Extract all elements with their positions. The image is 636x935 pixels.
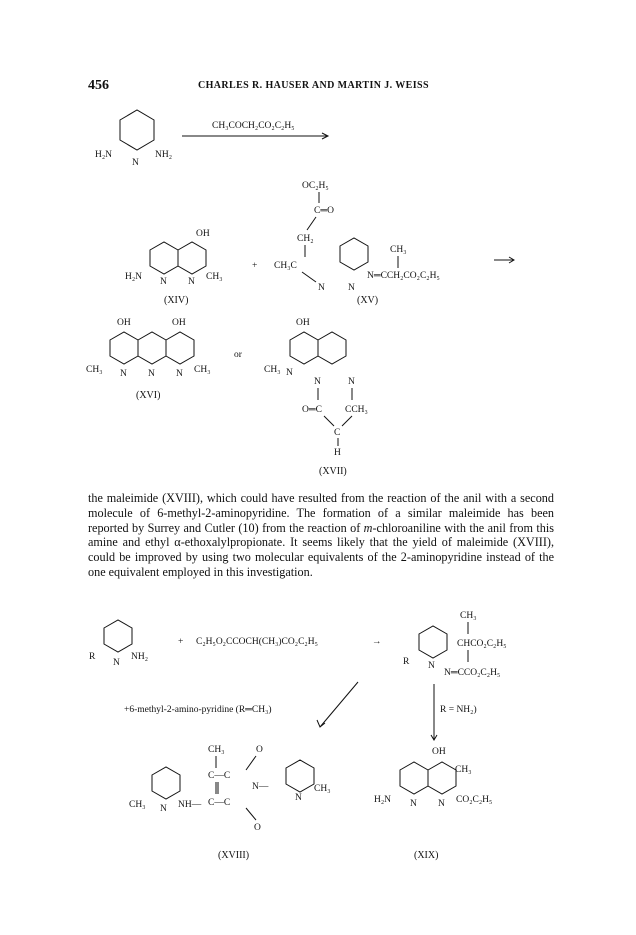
xviii-o-top-label: O (256, 745, 263, 755)
xv-ch3-label: CH₃ (390, 245, 407, 255)
xiv-ch3-label: CH₃ (206, 272, 223, 282)
xiv-oh-label: OH (196, 229, 210, 239)
xvii-cch3-label: CCH₃ (345, 405, 368, 415)
reactant-nh2-label: NH₂ (155, 150, 173, 160)
anil-nco-label: N═CCO₂C₂H₅ (444, 668, 501, 678)
xix-oh-label: OH (432, 747, 446, 757)
reactant-n-label: N (132, 158, 139, 168)
xvi-oh1-label: OH (117, 318, 131, 328)
aminopyridine-structure (89, 620, 148, 668)
xv-n-ring-label: N (348, 283, 355, 293)
body-paragraph (88, 491, 554, 580)
xix-label: (XIX) (414, 850, 439, 861)
xviii-n-ring2-label: N (295, 793, 302, 803)
plus-sign-1: + (252, 261, 258, 271)
xvi-ch3-left-label: CH₃ (86, 365, 103, 375)
compound-xv-structure (274, 181, 440, 306)
paragraph-part-1: the maleimide (XVIII), which could have resulted from the reaction of the anil with a second molecule of 6-methyl-2-aminopyridine. The formation of a similar maleimide has been reported by Surrey and Cutler (10) from the reaction of (88, 491, 554, 535)
anil-chco-label: CHCO₂C₂H₅ (457, 639, 507, 649)
diaminopyridine-structure (95, 110, 172, 168)
diagonal-arrow (320, 682, 358, 727)
xvii-oh-label: OH (296, 318, 310, 328)
anil-n-label: N (428, 661, 435, 671)
compound-xiv-structure (125, 229, 223, 306)
xv-oc2h5-label: OC₂H₅ (302, 181, 329, 191)
xvii-label: (XVII) (319, 466, 347, 477)
compound-xvii-structure (264, 318, 368, 477)
xiv-label: (XIV) (164, 295, 189, 306)
xviii-ch3-top-label: CH₃ (208, 745, 225, 755)
xvi-ch3-right-label: CH₃ (194, 365, 211, 375)
xvii-h-label: H (334, 448, 341, 458)
paragraph-meta-prefix: m (363, 520, 373, 535)
xix-n1-label: N (410, 799, 417, 809)
xvi-n2-label: N (148, 369, 155, 379)
page-number: 456 (88, 78, 109, 93)
xix-n2-label: N (438, 799, 445, 809)
xv-imine-label: N═CCH₂CO₂C₂H₅ (367, 271, 440, 281)
xvii-ch3-label: CH₃ (264, 365, 281, 375)
or-word: or (234, 350, 242, 360)
xiv-n1-label: N (160, 277, 167, 287)
xviii-c1-label: C—C (208, 771, 231, 781)
reaction-arrow-3: → (372, 637, 382, 647)
start-r-label: R (89, 652, 96, 662)
anil-structure (403, 611, 507, 678)
diagonal-arrowhead (317, 720, 325, 727)
xvii-n-right-label: N (348, 377, 355, 387)
reagent-acetoacetate: CH₃COCH₂CO₂C₂H₅ (212, 121, 295, 131)
xv-ch3c-label: CH₃C (274, 261, 297, 271)
anil-r-label: R (403, 657, 410, 667)
xvii-n-bottom-label: N (314, 377, 321, 387)
plus-sign-2: + (178, 637, 184, 647)
start-n-label: N (113, 658, 120, 668)
xiv-h2n-label: H₂N (125, 272, 143, 282)
xvi-label: (XVI) (136, 390, 161, 401)
xiv-n2-label: N (188, 277, 195, 287)
xvi-n3-label: N (176, 369, 183, 379)
xviii-ch3-left-label: CH₃ (129, 800, 146, 810)
xviii-o-bottom-label: O (254, 823, 261, 833)
xv-co-label: C═O (314, 206, 334, 216)
xvii-n-ring-label: N (286, 368, 293, 378)
xvii-c-label: C (334, 428, 341, 438)
reagent-ethoxalylpropionate: C₂H₅O₂CCOCH(CH₃)CO₂C₂H₅ (196, 637, 318, 647)
xv-ch2-label: CH₂ (297, 234, 314, 244)
xvi-oh2-label: OH (172, 318, 186, 328)
diagonal-note: +6-methyl-2-amino-pyridine (R═CH₃) (124, 705, 272, 715)
xvii-oc-label: O═C (302, 405, 322, 415)
xix-h2n-label: H₂N (374, 795, 392, 805)
reaction-scheme-2 (0, 600, 636, 920)
xviii-c2-label: C—C (208, 798, 231, 808)
xv-n-left-label: N (318, 283, 325, 293)
vertical-condition: R = NH₂) (440, 705, 477, 715)
anil-ch3-label: CH₃ (460, 611, 477, 621)
xix-co2-label: CO₂C₂H₅ (456, 795, 493, 805)
compound-xvi-structure (86, 318, 211, 401)
xvi-n1-label: N (120, 369, 127, 379)
running-head: CHARLES R. HAUSER AND MARTIN J. WEISS (198, 80, 429, 91)
reactant-h2n-label: H₂N (95, 150, 113, 160)
xix-ch3-label: CH₃ (455, 765, 472, 775)
xviii-n-mid-label: N— (252, 782, 269, 792)
xviii-label: (XVIII) (218, 850, 250, 861)
paragraph-part-2: -chloroaniline with the anil from this amine and ethyl α-ethoxalylpropionate. It seems likely that the yield of maleimide (XVIII), could be improved by using two molecular equivalents of the 2-aminopyridine instead of the one equivalent employed in this investigation. (88, 520, 554, 579)
compound-xix-structure (374, 747, 492, 861)
xviii-nh-label: NH— (178, 800, 202, 810)
start-nh2-label: NH₂ (131, 652, 149, 662)
xviii-ch3-right-label: CH₃ (314, 784, 331, 794)
xviii-n-ring-label: N (160, 804, 167, 814)
compound-xviii-structure (129, 745, 331, 861)
xv-label: (XV) (357, 295, 379, 306)
